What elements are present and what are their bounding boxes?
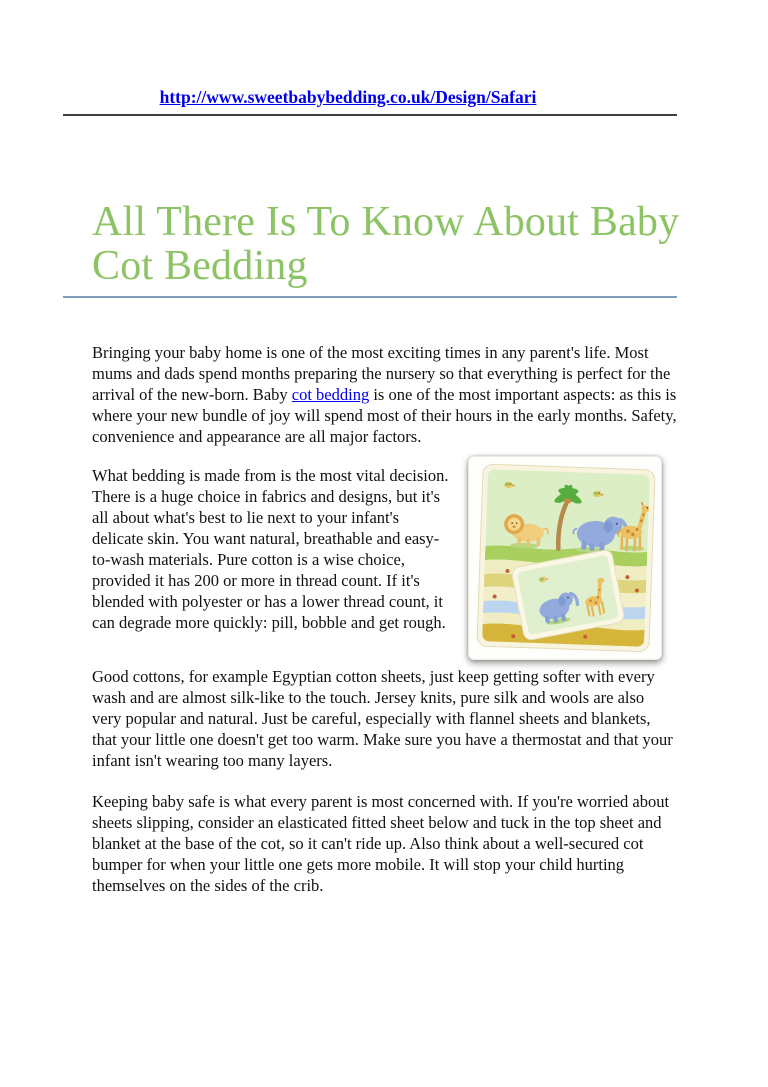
page-title-line-1: All There Is To Know About Baby [92,199,680,245]
paragraph-2-text: What bedding is made from is the most vital decision. There is a huge choice in fabrics and designs, but it's all about what's best to lie next to your infant's delicate skin. You want natural, breathable and easy-to-wash materials. Pure cotton is a wise choice, provided it has 200 or more in thread count. If it's blended with polyester or has a lower thread count, it can degrade more quickly: pill, bobble and get rough. [92,466,449,632]
paragraph-4 [92,791,677,896]
page-title [92,199,680,289]
paragraph-3-text: Good cottons, for example Egyptian cotton sheets, just keep getting softer with every wash and are almost silk-like to the touch. Jersey knits, pure silk and wools are also very popular and natural. Just be careful, especially with flannel sheets and blankets, that your little one doesn't get too warm. Make sure you have a thermostat and that your infant isn't wearing too many layers. [92,667,673,770]
page-header [63,0,633,108]
paragraph-1-text-after: is one of the most important aspects: as this is where your new bundle of joy will spend most of their hours in the early months. Safety, convenience and appearance are all major factors. [92,385,677,446]
paragraph-1-text-before: Bringing your baby home is one of the most exciting times in any parent's life. Most mums and dads spend months preparing the nursery so that everything is perfect for the arrival of the new-born. Baby [92,343,671,404]
paragraph-1 [92,342,677,447]
cot-bedding-link[interactable]: cot bedding [291,385,370,404]
cot-bedding-image [468,456,662,660]
page-title-line-2: Cot Bedding [92,243,308,289]
title-divider [63,296,677,298]
paragraph-2 [92,465,677,633]
header-url-link[interactable]: http://www.sweetbabybedding.co.uk/Design/Safari [159,87,537,107]
header-divider [63,114,677,116]
paragraph-4-text: Keeping baby safe is what every parent is most concerned with. If you're worried about sheets slipping, consider an elasticated fitted sheet below and tuck in the top sheet and blanket at the base of the cot, so it can't ride up. Also think about a well-secured cot bumper for when your little one gets more mobile. It will stop your child hurting themselves on the sides of the crib. [92,792,670,895]
paragraph-3 [92,666,677,771]
